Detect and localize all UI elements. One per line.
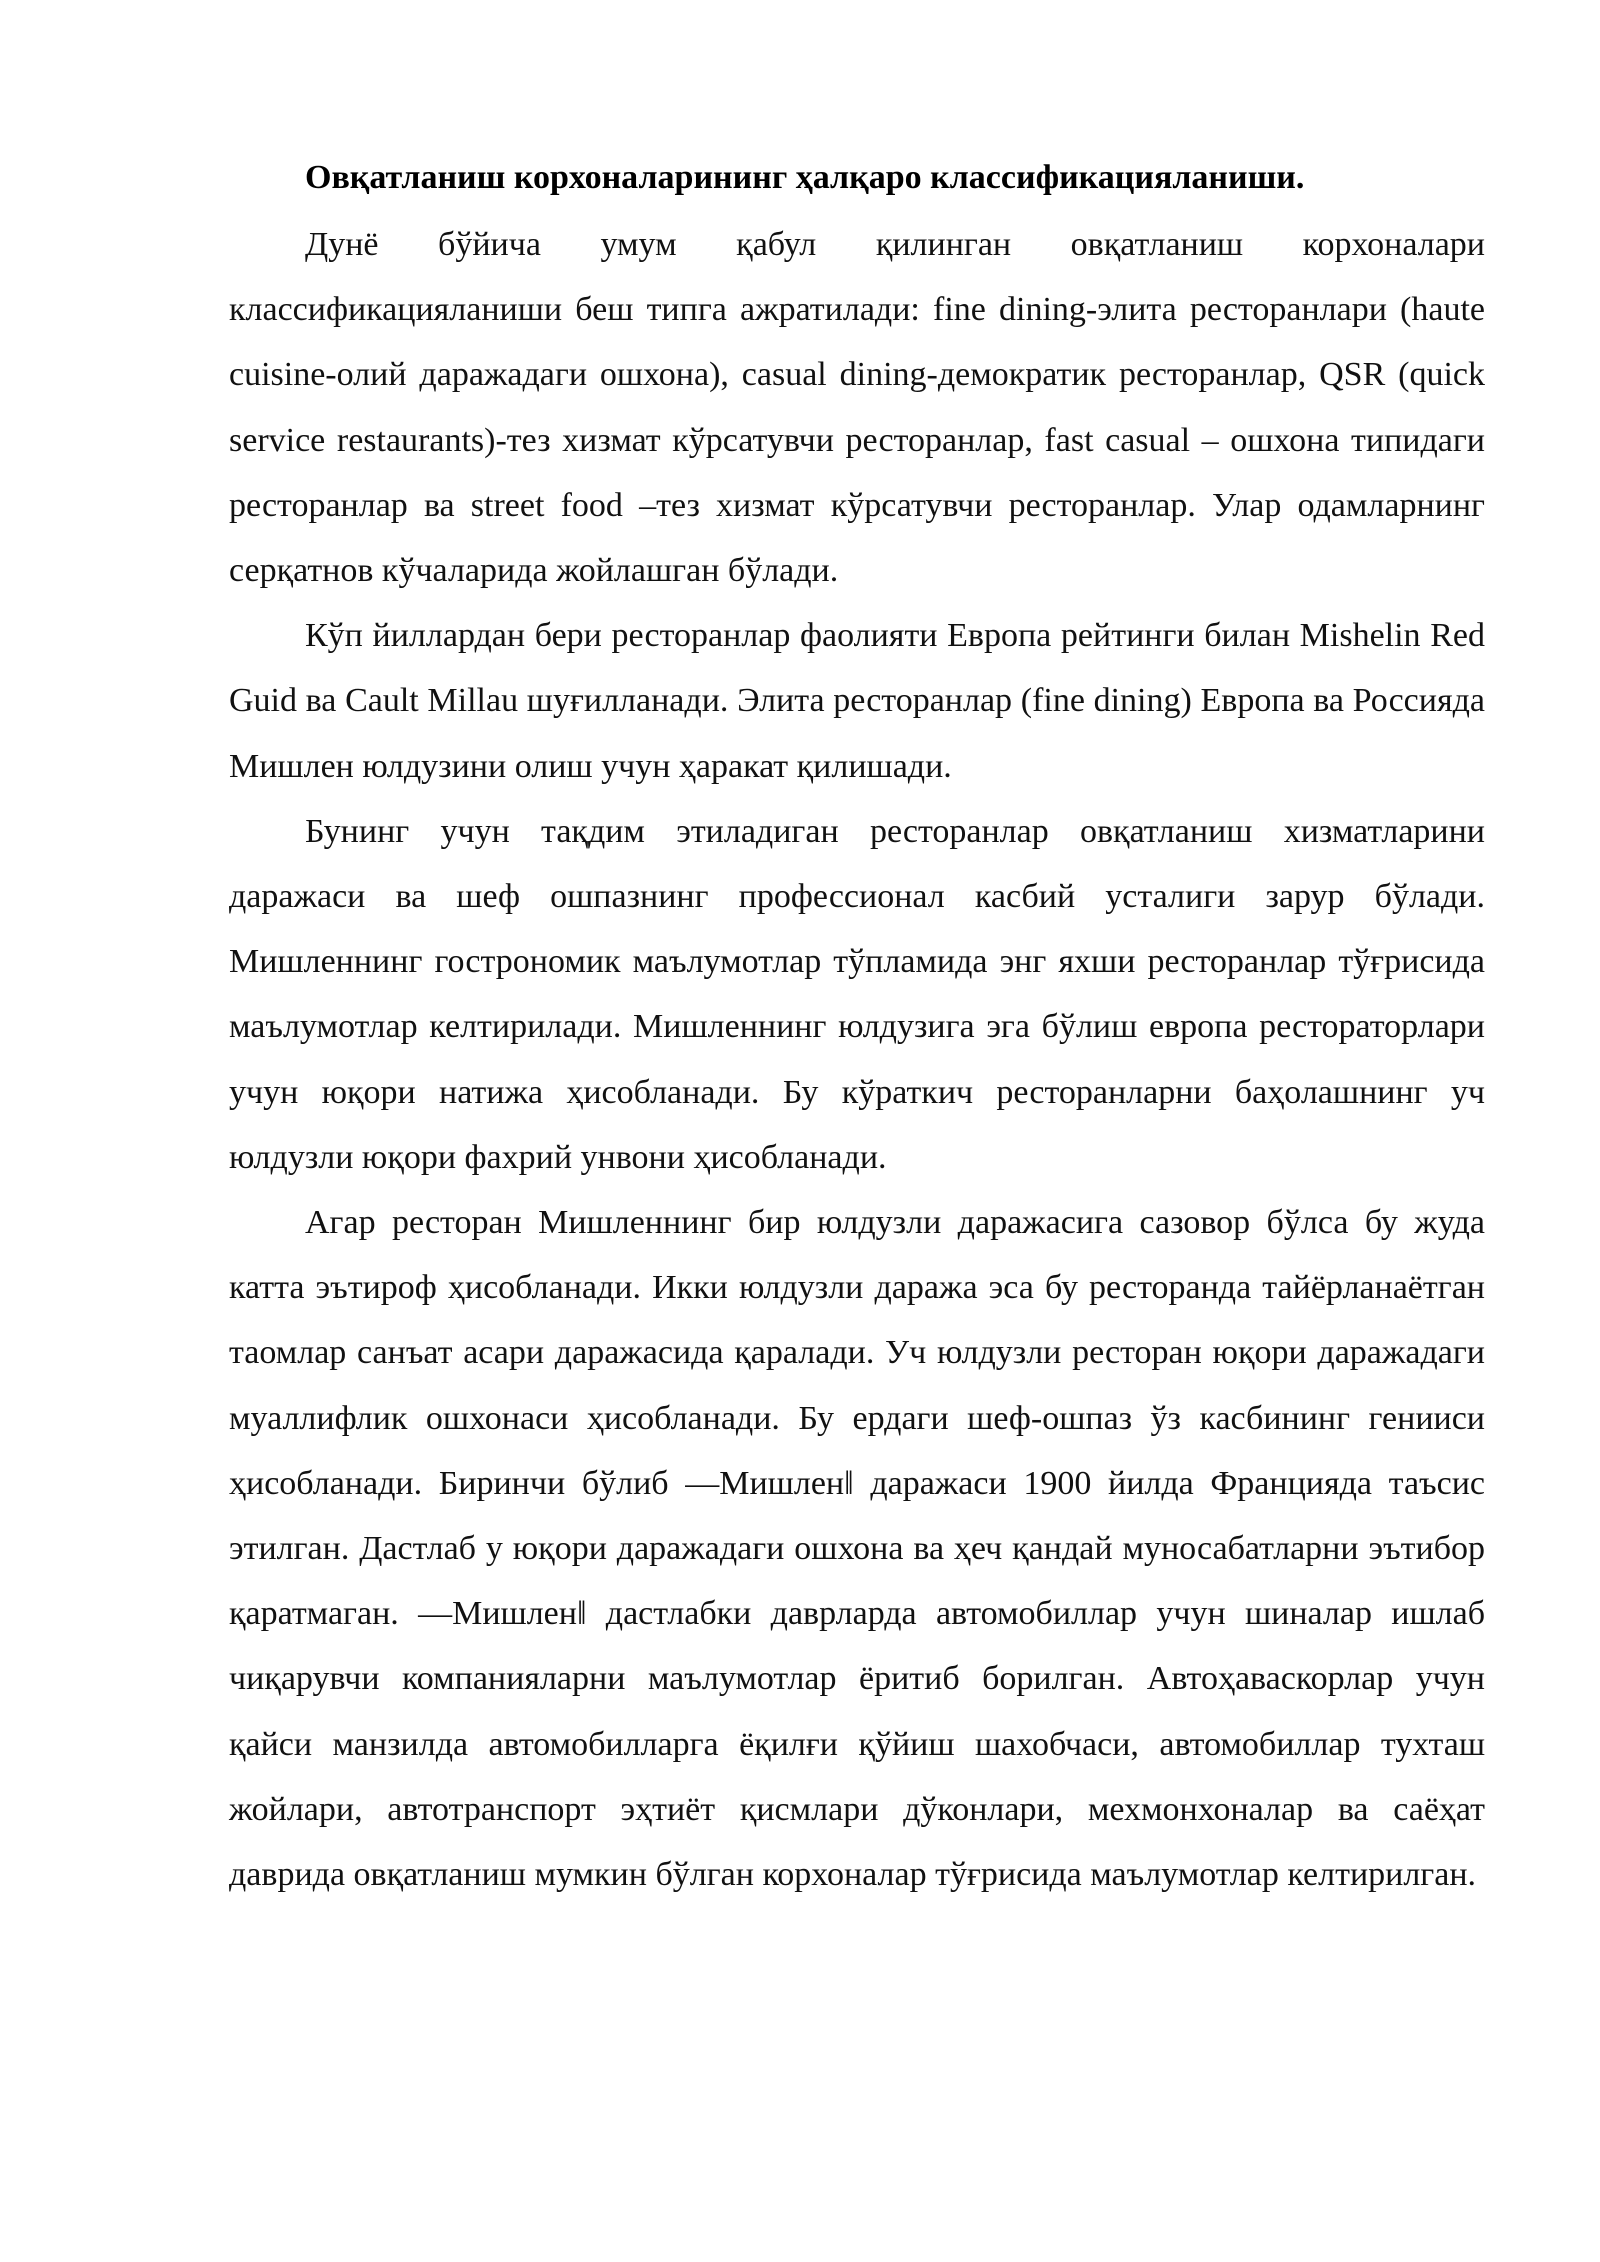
paragraph-michelin-requirements: Бунинг учун тақдим этиладиган ресторанлар овқатланиш хизматларини даражаси ва шеф ошпазнинг профессионал касбий усталиги зарур бўлади. Мишленнинг гострономик маълумотлар тўпламида энг яхши ресторанлар тўғрисида маълумотлар келтирилади. Мишленнинг юлдузига эга бўлиш европа рестораторлари учун юқори натижа ҳисобланади. Бу кўраткич ресторанларни баҳолашнинг уч юлдузли юқори фахрий унвони ҳисобланади. [229, 812, 1485, 1176]
paragraph-classification-types: Дунё бўйича умум қабул қилинган овқатланиш корхоналари классификацияланиши беш типга ажратилади: fine dining-элита ресторанлари (haute cuisine-олий даражадаги ошхона), casual dining-демократик ресторанлар, QSR (quick service restaurants)-тез хизмат кўрсатувчи ресторанлар, fast casual – ошхона типидаги ресторанлар ва street food –тез хизмат кўрсатувчи ресторанлар. Улар одамларнинг серқатнов кўчаларида жойлашган бўлади. [229, 226, 1485, 590]
paragraph-european-ratings: Кўп йиллардан бери ресторанлар фаолияти Европа рейтинги билан Mishelin Red Guid ва Cault Millau шуғилланади. Элита ресторанлар (fine dining) Европа ва Россияда Мишлен юлдузини олиш учун ҳаракат қилишади. [229, 617, 1485, 785]
document-title: Овқатланиш корхоналарининг ҳалқаро классификацияланиши. [305, 159, 1305, 196]
document-body [229, 150, 1485, 1907]
paragraph-michelin-stars-history: Агар ресторан Мишленнинг бир юлдузли даражасига сазовор бўлса бу жуда катта эътироф ҳисобланади. Икки юлдузли даража эса бу ресторанда тайёрланаётган таомлар санъат асари даражасида қаралади. Уч юлдузли ресторан юқори даражадаги муаллифлик ошхонаси ҳисобланади. Бу ердаги шеф-ошпаз ўз касбининг генииси ҳисобланади. Биринчи бўлиб ―Мишлен‖ даражаси 1900 йилда Францияда таъсис этилган. Дастлаб у юқори даражадаги ошхона ва ҳеч қандай муносабатларни эътибор қаратмаган. ―Мишлен‖ дастлабки даврларда автомобиллар учун шиналар ишлаб чиқарувчи компанияларни маълумотлар ёритиб борилган. Автоҳаваскорлар учун қайси манзилда автомобилларга ёқилғи қўйиш шахобчаси, автомобиллар тухташ жойлари, автотранспорт эҳтиёт қисмлари дўконлари, мехмонхоналар ва саёҳат даврида овқатланиш мумкин бўлган корхоналар тўғрисида маълумотлар келтирилган. [229, 1204, 1485, 1894]
